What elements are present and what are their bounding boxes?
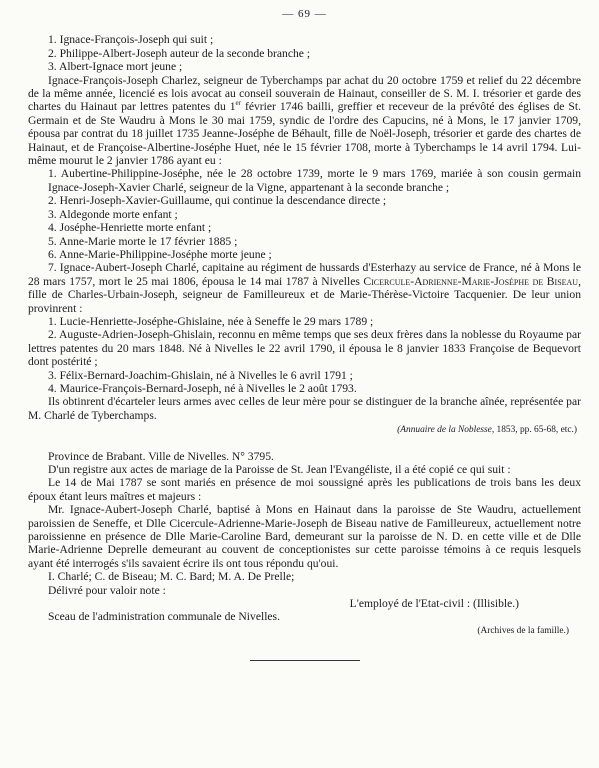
parties-paragraph: Mr. Ignace-Aubert-Joseph Charlé, baptisé à Mons en Hainaut dans la paroisse de Ste Waudru, actuellement paroissien de Seneffe, et Dlle Cicercule-Adrienne-Marie-Joseph de Biseau native de Familleureux, actuellement notre paroissienne en présence de Dlle Marie-Caroline Bard, demeurant sur la paroisse de N. D. en cette ville et de Dlle Marie-Adrienne Deprelle demeurant au couvent de conceptionistes sur cette paroisse témoins à ce requis lesquels ayant été interrogés s'ils savaient écrire ils ont tous répondu qu'oui. bbox=[28, 503, 581, 570]
list-item: 3. Albert-Ignace mort jeune ; bbox=[48, 60, 183, 74]
list-item: 2. Philippe-Albert-Joseph auteur de la seconde branche ; bbox=[48, 46, 311, 60]
list-item: 4. Maurice-François-Bernard-Joseph, né à Nivelles le 2 août 1793. bbox=[48, 381, 357, 395]
children-list bbox=[28, 167, 581, 314]
arms-paragraph: Ils obtinrent d'écarteler leurs armes avec celles de leur mère pour se distinguer de la branche aînée, représentée par M. Charlé de Tyberchamps. bbox=[28, 395, 581, 422]
child-seven-text: 7. Ignace-Aubert-Joseph Charlé, capitaine au régiment de hussards d'Esterhazy au service de France, né à Mons le 28 mars 1757, mort le 25 mai 1806, épousa le 14 mai 1787 à Nivelles bbox=[28, 261, 581, 288]
page-number: — 69 — bbox=[282, 8, 327, 20]
ignace-paragraph: Ignace-François-Joseph Charlez, seigneur de Tyberchamps par achat du 20 octobre 1759 et relief du 22 décembre de la même année, licencié es lois avocat au conseil souverain de Hainaut, conseiller de S. M. I. trésorier et garde des chartes du Hainaut par lettres patentes du 1er février 1746 bailli, greffier et receveur de la prévôté des églises de St. Germain et de Ste Waudru à Mons le 30 mai 1759, syndic de l'ordre des Capucins, né à Mons, le 17 janvier 1709, épousa par contrat du 18 juillet 1735 Jeanne-Joséphe de Béhault, fille de Noël-Joseph, trésorier et garde des chartes de Hainaut, et de Françoise-Albertine-Joséphe Huet, née le 15 février 1708, morte à Tyberchamps le 14 avril 1794. Lui-même mourut le 2 janvier 1786 ayant eu : bbox=[28, 73, 581, 168]
list-item: 6. Anne-Marie-Philippine-Joséphe morte jeune ; bbox=[48, 247, 272, 261]
list-item: 1. Ignace-François-Joseph qui suit ; bbox=[48, 33, 214, 47]
list-item: 1. Lucie-Henriette-Joséphe-Ghislaine, née à Seneffe le 29 mars 1789 ; bbox=[48, 314, 374, 328]
spouse-name: Cicercule-Adrienne-Marie-Joséphe de Biseau bbox=[363, 274, 579, 288]
list-item: 5. Anne-Marie morte le 17 février 1885 ; bbox=[48, 234, 238, 248]
citation-rest: 1853, pp. 65-68, etc.) bbox=[494, 425, 577, 436]
marriage-paragraph: Le 14 de Mai 1787 se sont mariés en présence de moi soussigné après les publications de trois bans les deux époux étant leurs maîtres et majeurs : bbox=[28, 476, 581, 503]
grandchildren-list bbox=[28, 315, 581, 395]
closing-divider bbox=[250, 660, 360, 661]
citation bbox=[28, 424, 577, 437]
list-item: 3. Félix-Bernard-Joachim-Ghislain, né à Nivelles le 6 avril 1791 ; bbox=[48, 368, 353, 382]
signatures-line: I. Charlé; C. de Biseau; M. C. Bard; M. A. De Prelle; bbox=[48, 570, 295, 584]
delivered-line: Délivré pour valoir note : bbox=[48, 583, 166, 597]
list-item: 2. Henri-Joseph-Xavier-Guillaume, qui continue la descendance directe ; bbox=[48, 194, 387, 208]
seal-line: Sceau de l'administration communale de Nivelles. bbox=[48, 610, 280, 624]
list-item: 2. Auguste-Adrien-Joseph-Ghislain, reconnu en même temps que ses deux frères dans la noblesse du Royaume par lettres patentes du 20 mars 1848. Né à Nivelles le 22 avril 1790, il épousa le 8 janvier 1833 Françoise de Bequevort dont postérité ; bbox=[28, 328, 581, 369]
employee-line: L'employé de l'Etat-civil : (Illisible.) bbox=[349, 597, 519, 611]
intro-list bbox=[28, 33, 581, 73]
archive-note: (Archives de la famille.) bbox=[477, 625, 569, 636]
list-item: 4. Joséphe-Henriette morte enfant ; bbox=[48, 221, 212, 235]
province-line: Province de Brabant. Ville de Nivelles. N° 3795. bbox=[48, 449, 274, 463]
child-seven-paragraph bbox=[28, 261, 581, 315]
child-seven-text-end: , fille de Charles-Urbain-Joseph, seigneur de Familleureux et de Marie-Thérèse-Victoire Tacquenier. De leur union provinrent : bbox=[28, 274, 581, 315]
ordinal-superscript: er bbox=[235, 99, 241, 108]
citation-title: (Annuaire de la Noblesse, bbox=[397, 425, 495, 436]
list-item: 1. Aubertine-Philippine-Joséphe, née le 28 octobre 1739, morte le 9 mars 1769, mariée à son cousin germain Ignace-Joseph-Xavier Charlé, seigneur de la Vigne, appartenant à la seconde branche ; bbox=[48, 167, 581, 194]
registry-paragraph: D'un registre aux actes de mariage de la Paroisse de St. Jean l'Evangéliste, il a été copié ce qui suit : bbox=[48, 463, 511, 476]
list-item: 3. Aldegonde morte enfant ; bbox=[48, 207, 178, 221]
